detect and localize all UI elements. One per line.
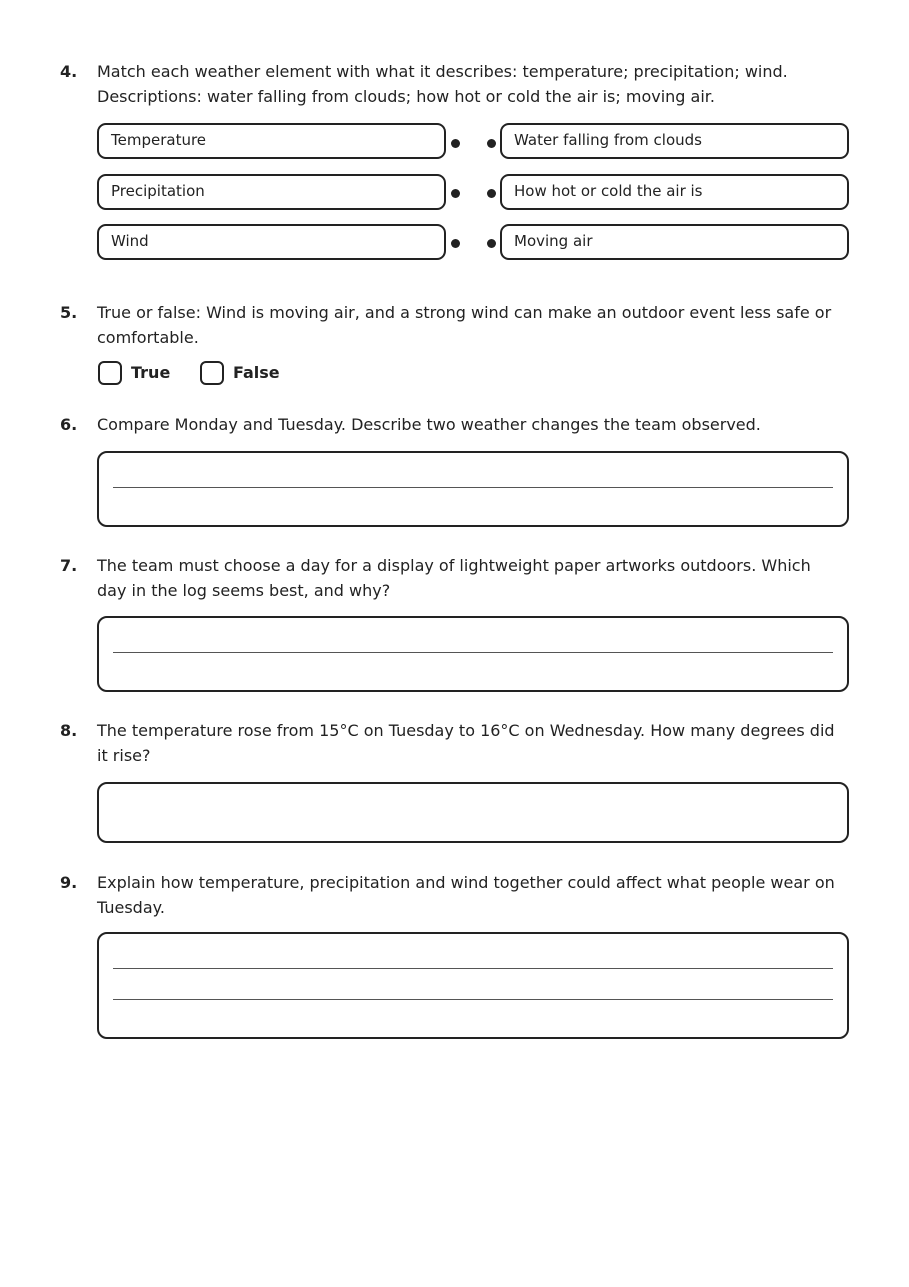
false-checkbox[interactable] [200,361,224,385]
question-number: 7. [60,556,78,575]
answer-box-q9[interactable] [97,932,849,1039]
match-connector-dot[interactable] [451,239,460,248]
match-item-precipitation[interactable]: Precipitation [97,174,446,210]
match-connector-dot[interactable] [451,139,460,148]
match-item-wind[interactable]: Wind [97,224,446,260]
match-connector-dot[interactable] [487,239,496,248]
question-number: 8. [60,721,78,740]
answer-line [113,652,833,653]
question-text [97,59,842,109]
answer-box-q8[interactable] [97,782,849,843]
question-number: 5. [60,303,78,322]
question-number: 4. [60,62,78,81]
match-description-moving-air[interactable]: Moving air [500,224,849,260]
question-text: Explain how temperature, precipitation and wind together could affect what people wear on Tuesday. [97,873,835,917]
true-checkbox[interactable] [98,361,122,385]
answer-box-q7[interactable] [97,616,849,692]
false-label: False [233,363,280,382]
question-number: 9. [60,873,78,892]
question-text: Compare Monday and Tuesday. Describe two weather changes the team observed. [97,415,761,434]
answer-line [113,999,833,1000]
question-text: The temperature rose from 15°C on Tuesday to 16°C on Wednesday. How many degrees did it rise? [97,721,835,765]
match-item-temperature[interactable]: Temperature [97,123,446,159]
match-description-water[interactable]: Water falling from clouds [500,123,849,159]
question-number: 6. [60,415,78,434]
answer-box-q6[interactable] [97,451,849,527]
match-connector-dot[interactable] [451,189,460,198]
question-text: The team must choose a day for a display of lightweight paper artworks outdoors. Which day in the log seems best, and why? [97,556,811,600]
match-description-hot-cold[interactable]: How hot or cold the air is [500,174,849,210]
question-text-line: Match each weather element with what it describes: temperature; precipitation; wind. [97,62,788,81]
question-text: True or false: Wind is moving air, and a strong wind can make an outdoor event less safe or comfortable. [97,303,832,347]
answer-line [113,487,833,488]
match-connector-dot[interactable] [487,139,496,148]
match-connector-dot[interactable] [487,189,496,198]
true-label: True [131,363,171,382]
question-text-line: Descriptions: water falling from clouds; how hot or cold the air is; moving air. [97,87,715,106]
answer-line [113,968,833,969]
